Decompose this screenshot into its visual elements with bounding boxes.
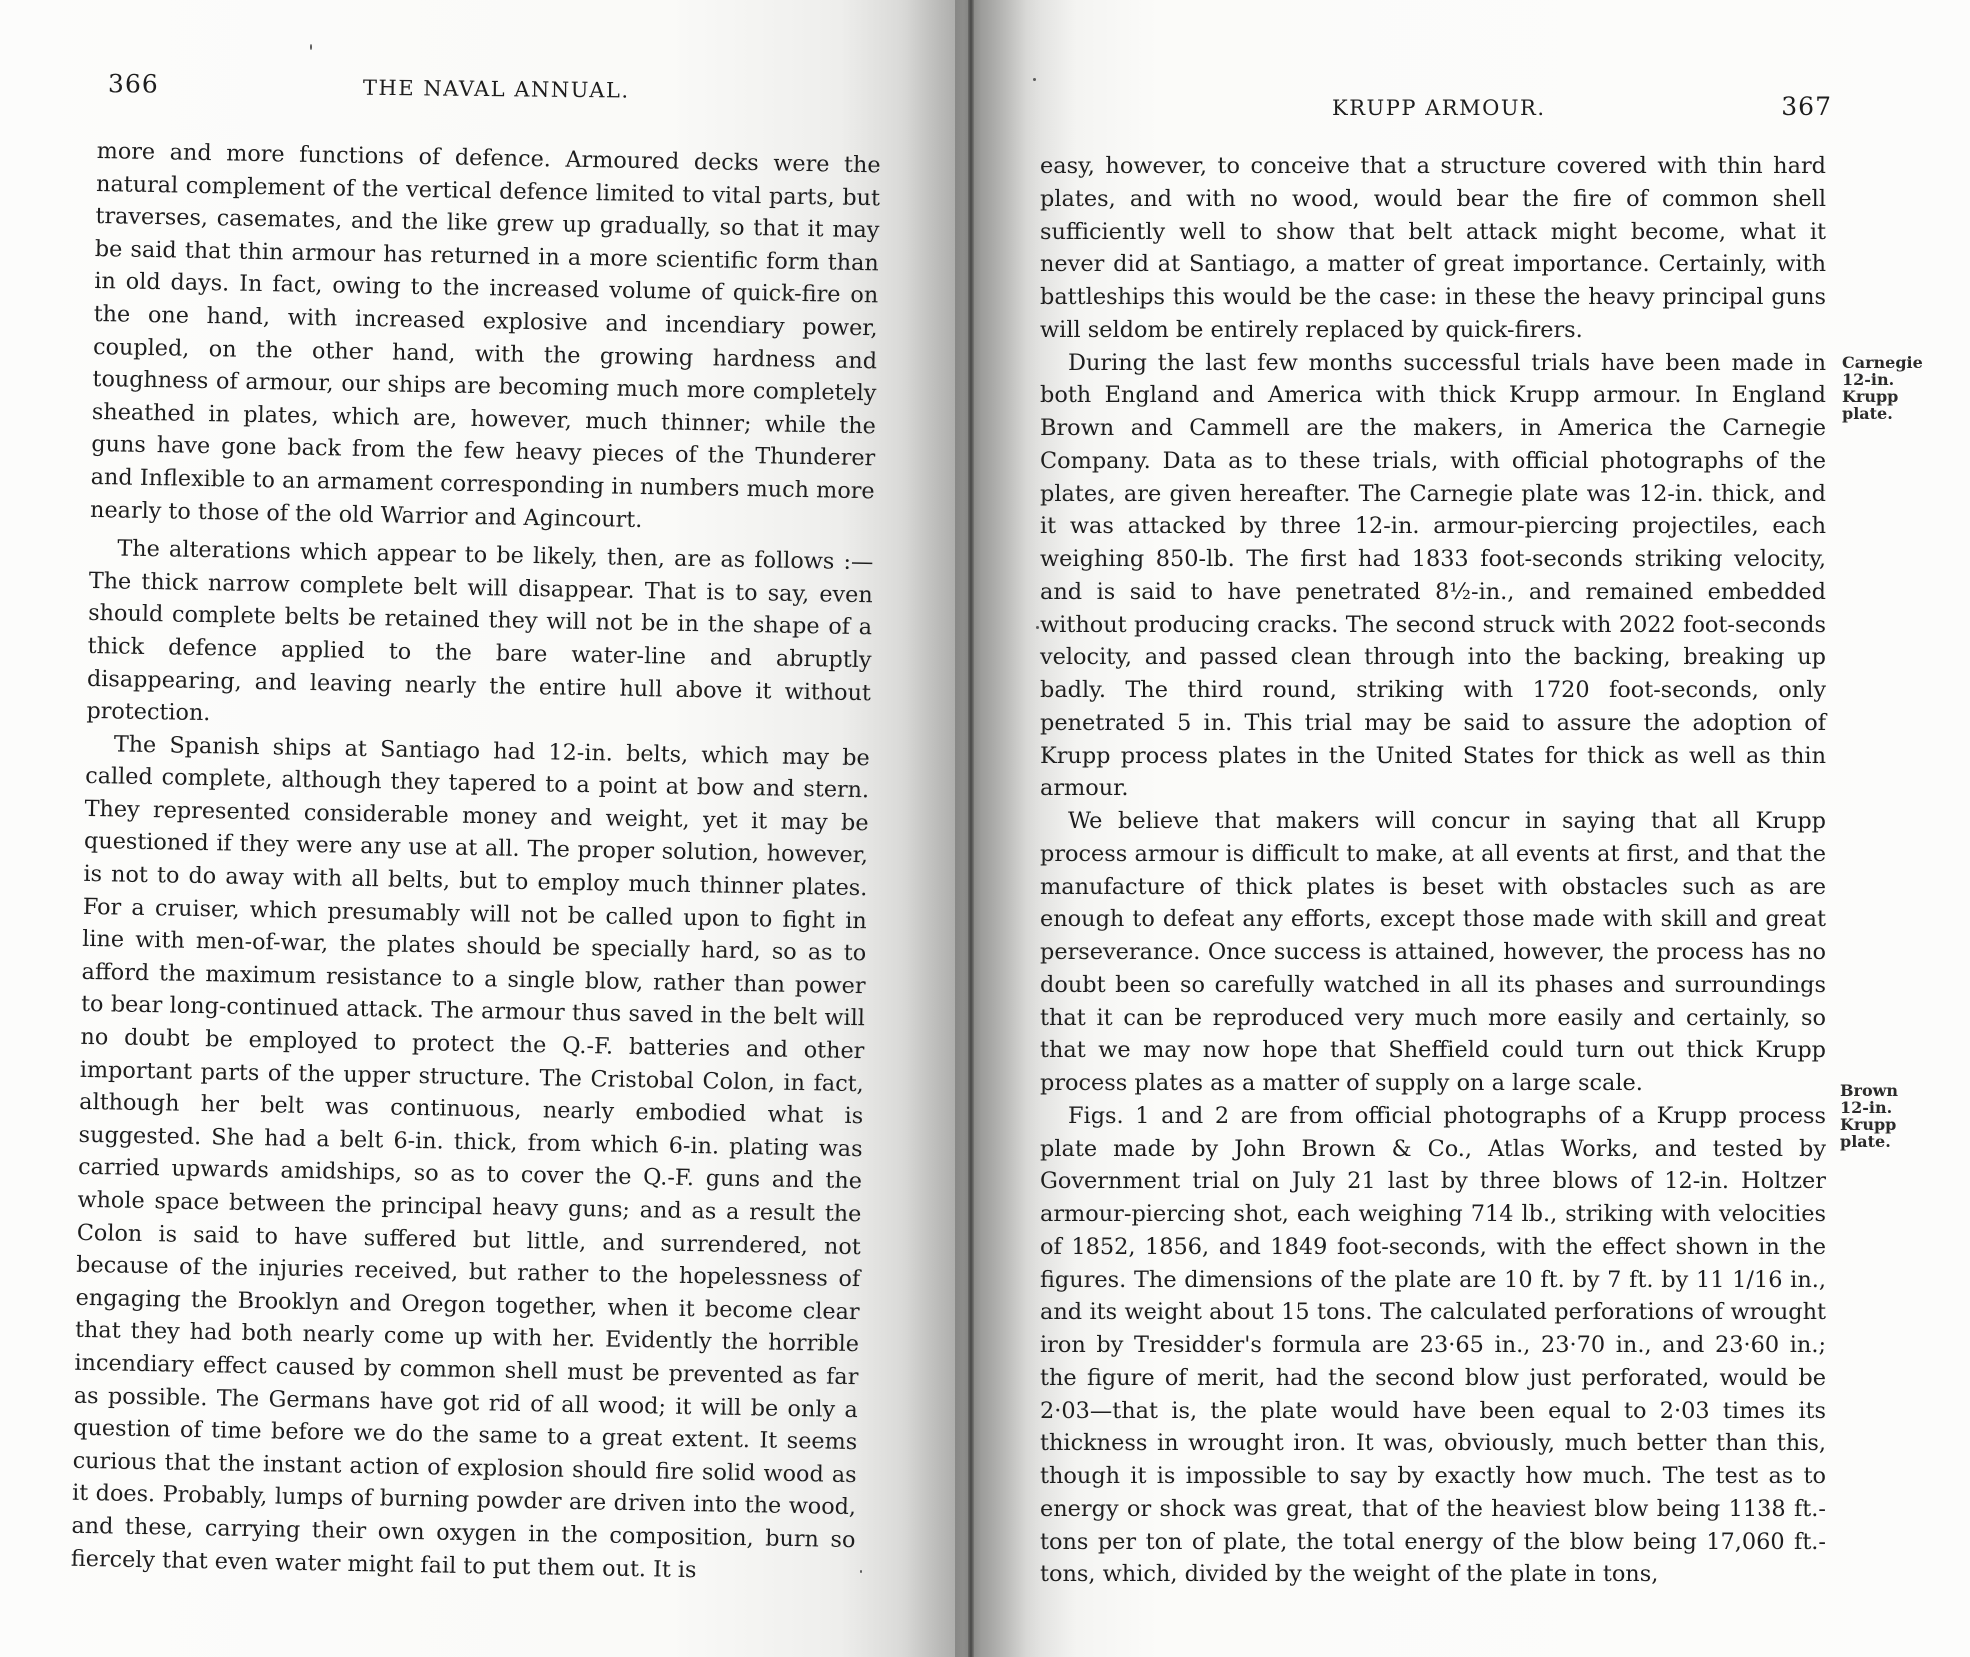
left-running-head: THE NAVAL ANNUAL. (362, 75, 630, 103)
right-paragraph-1: easy, however, to conceive that a structure covered with thin hard plates, and with no wood, would bear the fire of common shell sufficiently well to show that belt attack might become, what it never did at Santiago, a matter of great importance. Certainly, with battleships this would be the case: in these the heavy principal guns will seldom be entirely replaced by quick-firers. (1040, 153, 1826, 343)
right-paragraph-3: We believe that makers will concur in saying that all Krupp process armour is difficult to make, at all events at first, and that the manufacture of thick plates is beset with obstacles such as are enough to defeat any efforts, except those made with skill and great perseverance. Once success is attained, however, the process has no doubt been so carefully watched in all its phases and surroundings that it can be reproduced very much more easily and certainly, so that we may now hope that Sheffield could turn out thick Krupp process plates as a matter of supply on a large scale. (1040, 808, 1826, 1096)
book-gutter (968, 0, 974, 1657)
print-speck (1033, 78, 1036, 81)
left-paragraph-2: The alterations which appear to be likely, then, are as follows :— The thick narrow complete belt will disappear. That is to say, even should complete belts be retained they will not be in the shape of a thick defence applied to the bare water-line and abruptly disappearing, and leaving nearly the entire hull above it without protection. (86, 535, 874, 727)
left-page-body (71, 135, 881, 1589)
left-paragraph-1: more and more functions of defence. Armoured decks were the natural complement of the vertical defence limited to vital parts, but traverses, casemates, and the like grew up gradually, so that it may be said that thin armour has returned in a more scientific form than in old days. In fact, owing to the increased volume of quick-fire on the one hand, with increased explosive and incendiary power, coupled, on the other hand, with the growing hardness and toughness of armour, our ships are becoming much more completely sheathed in plates, which are, however, much thinner; while the guns have gone back from the few heavy pieces of the Thunderer and Inflexible to an armament corresponding in numbers much more nearly to those of the old Warrior and Agincourt. (89, 137, 881, 533)
right-paragraph-4: Figs. 1 and 2 are from official photographs of a Krupp process plate made by John Brown & Co., Atlas Works, and tested by Government trial on July 21 last by three blows of 12-in. Holtzer armour-piercing shot, each weighing 714 lb., striking with velocities of 1852, 1856, and 1849 foot-seconds, with the effect shown in the figures. The dimensions of the plate are 10 ft. by 7 ft. by 11 1/16 in., and its weight about 15 tons. The calculated perforations of wrought iron by Tresidder's formula are 23·65 in., 23·70 in., and 23·60 in.; the figure of merit, had the second blow just perforated, would be 2·03—that is, the plate would have been equal to 2·03 times its thickness in wrought iron. It was, obviously, much better than this, though it is impossible to say by exactly how much. The test as to energy or shock was great, that of the heaviest blow being 1138 ft.-tons per ton of plate, the total energy of the blow being 17,060 ft.-tons, which, divided by the weight of the plate in tons, (1040, 1102, 1826, 1588)
margin-note-brown: Brown 12-in. Krupp plate. (1840, 1081, 1899, 1151)
print-speck (310, 44, 312, 50)
print-speck (860, 1570, 862, 1573)
right-running-head: KRUPP ARMOUR. (1332, 96, 1546, 120)
print-speck (1036, 626, 1039, 629)
right-page-header (1332, 92, 1832, 121)
left-paragraph-3: The Spanish ships at Santiago had 12-in. belts, which may be called complete, although they tapered to a point at bow and stern. They represented considerable money and weight, yet it may be questioned if they were any use at all. The proper solution, however, is not to do away with all belts, but to employ much thinner plates. For a cruiser, which presumably will not be called upon to fight in line with men-of-war, the plates should be specially hard, so as to afford the maximum resistance to a single blow, rather than power to bear long-continued attack. The armour thus saved in the belt will no doubt be employed to protect the Q.-F. batteries and other important parts of the upper structure. The Cristobal Colon, in fact, although her belt was continuous, nearly embodied what is suggested. She had a belt 6-in. thick, from which 6-in. plating was carried upwards amidships, so as to cover the Q.-F. guns and the whole space between the principal heavy guns; and as a result the Colon is said to have suffered but little, and surrendered, not because of the injuries received, but rather to the hopelessness of engaging the Brooklyn and Oregon together, when it become clear that they had both nearly come up with her. Evidently the horrible incendiary effect caused by common shell must be prevented as far as possible. The Germans have got rid of all wood; it will be only a question of time before we do the same to a great extent. It seems curious that the instant action of explosion should fire solid wood as it does. Probably, lumps of burning powder are driven into the wood, and these, carrying their own oxygen in the composition, burn so fiercely that even water might fail to put them out. It is (70, 731, 870, 1583)
right-page-body (1040, 150, 1826, 1591)
left-page-number: 366 (107, 69, 159, 99)
right-paragraph-2: During the last few months successful trials have been made in both England and America with thick Krupp armour. In England Brown and Cammell are the makers, in America the Carnegie Company. Data as to these trials, with official photographs of the plates, are given hereafter. The Carnegie plate was 12-in. thick, and it was attacked by three 12-in. armour-piercing projectiles, each weighing 850-lb. The first had 1833 foot-seconds striking velocity, and is said to have penetrated 8½-in., and remained embedded without producing cracks. The second struck with 2022 foot-seconds velocity, and passed clean through into the backing, breaking up badly. The third round, striking with 1720 foot-seconds, only penetrated 5 in. This trial may be said to assure the adoption of Krupp process plates in the United States for thick as well as thin armour. (1040, 349, 1826, 802)
margin-note-carnegie: Carnegie 12-in. Krupp plate. (1842, 353, 1923, 423)
left-page-header (108, 69, 668, 104)
right-page-number: 367 (1781, 92, 1832, 121)
